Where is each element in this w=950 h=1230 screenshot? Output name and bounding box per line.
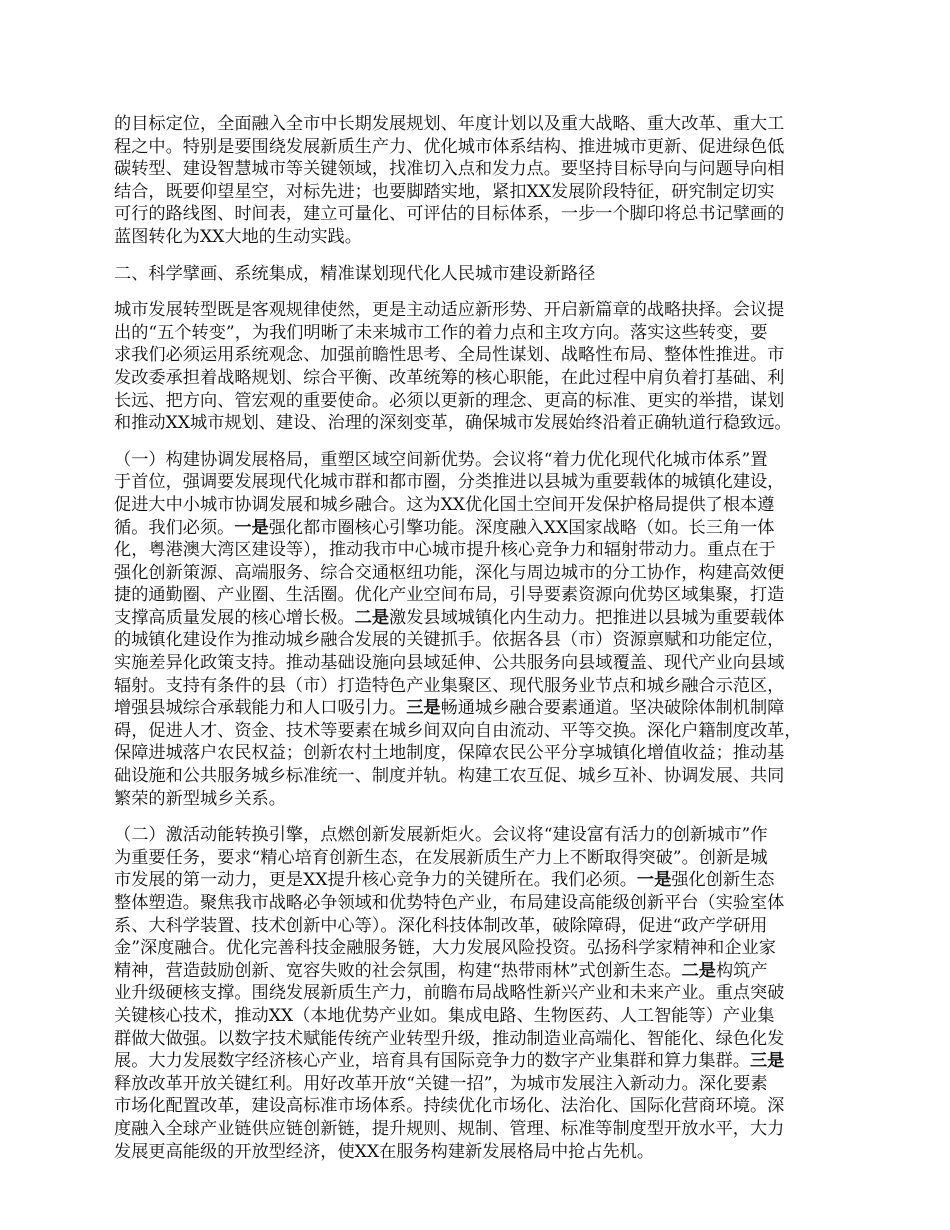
emphasis-label: 三是 <box>406 698 441 719</box>
text-line: 发改委承担着战略规划、综合平衡、改革统筹的核心职能，在此过程中肩负着打基础、利 <box>114 367 785 388</box>
text-line: 整体塑造。聚焦我市战略必争领域和优势特色产业，布局建设高能级创新平台（实验室体 <box>114 893 785 913</box>
emphasis-label: 二是 <box>354 607 390 628</box>
text-line: 精神，营造鼓励创新、宽容失败的社会氛围，构建“热带雨林”式创新生态。二是构筑产 <box>114 960 768 981</box>
text-line: 的城镇化建设作为推动城乡融合发展的关键抓手。依据各县（市）资源禀赋和功能定位， <box>114 630 785 651</box>
text-line: 强化创新策源、高端服务、综合交通枢纽功能，深化与周边城市的分工协作，构建高效便 <box>114 562 785 583</box>
text-line: 和推动XX城市规划、建设、治理的深刻变革，确保城市发展始终沿着正确轨道行稳致远。 <box>114 413 792 434</box>
emphasis-label: 一是 <box>234 517 269 538</box>
text-line: 市发展的第一动力，更是XX提升核心竞争力的关键所在。我们必须。一是强化创新生态 <box>114 870 775 891</box>
text-line: 求我们必须运用系统观念、加强前瞻性思考、全局性谋划、战略性布局、整体性推进。市 <box>114 345 785 366</box>
text-line: 释放改革开放关键红利。用好改革开放“关键一招”，为城市发展注入新动力。深化要素 <box>114 1073 768 1094</box>
document-page <box>114 113 844 1177</box>
emphasis-label: 一是 <box>636 870 672 891</box>
body-paragraph <box>114 299 844 435</box>
text-line: 关键核心技术，推动XX（本地优势产业如。集成电路、生物医药、人工智能等）产业集 <box>114 1005 775 1026</box>
body-paragraph <box>114 824 844 1163</box>
text-line: 发展更高能级的开放型经济，使XX在服务构建新发展格局中抢占先机。 <box>114 1141 655 1162</box>
text-line: 增强县城综合承载能力和人口吸引力。三是畅通城乡融合要素通道。坚决破除体制机制障 <box>114 698 785 719</box>
text-line: 系、大科学装置、技术创新中心等）。深化科技体制改革，破除障碍，促进“政产学研用 <box>114 915 768 936</box>
text-line: 的目标定位，全面融入全市中长期发展规划、年度计划以及重大战略、重大改革、重大工 <box>114 114 785 134</box>
text-line: 群做大做强。以数字技术赋能传统产业转型升级，推动制造业高端化、智能化、绿色化发 <box>114 1028 785 1049</box>
text-line: 为重要任务，要求“精心培育创新生态，在发展新质生产力上不断取得突破”。创新是城 <box>114 847 768 868</box>
text-line: 业升级硬核支撑。围绕发展新质生产力，前瞻布局战略性新兴产业和未来产业。重点突破 <box>114 983 785 1004</box>
text-line: 循。我们必须。一是强化都市圈核心引擎功能。深度融入XX国家战略（如。长三角一体 <box>114 517 775 538</box>
text-line: 程之中。特别是要围绕发展新质生产力、优化城市体系结构、推进城市更新、促进绿色低 <box>114 136 785 157</box>
text-line: 结合，既要仰望星空，对标先进；也要脚踏实地，紧扣XX发展阶段特征，研究制定切实 <box>114 181 775 202</box>
section-heading: 二、科学擘画、系统集成，精准谋划现代化人民城市建设新路径 <box>114 263 596 284</box>
text-line: 蓝图转化为XX大地的生动实践。 <box>114 226 362 247</box>
text-line: （二）激活动能转换引擎，点燃创新发展新炬火。会议将“建设富有活力的创新城市”作 <box>114 825 768 846</box>
text-line: 展。大力发展数字经济核心产业，培育具有国际竞争力的数字产业集群和算力集群。三是 <box>114 1051 785 1072</box>
text-line: 碍，促进人才、资金、技术等要素在城乡间双向自由流动、平等交换。深化户籍制度改革， <box>114 720 802 741</box>
text-line: 实施差异化政策支持。推动基础设施向县域延伸、公共服务向县域覆盖、现代产业向县域 <box>114 653 785 674</box>
text-line: 化，粤港澳大湾区建设等），推动我市中心城市提升核心竞争力和辐射带动力。重点在于 <box>114 540 776 561</box>
text-line: 保障进城落户农民权益；创新农村土地制度，保障农民公平分享城镇化增值收益；推动基 <box>114 743 785 764</box>
text-line: 金”深度融合。优化完善科技金融服务链，大力发展风险投资。弘扬科学家精神和企业家 <box>114 938 776 959</box>
text-line: 出的“五个转变”，为我们明晰了未来城市工作的着力点和主攻方向。落实这些转变，要 <box>114 322 768 343</box>
text-line: 支撑高质量发展的核心增长极。二是激发县域城镇化内生动力。把推进以县城为重要载体 <box>114 607 785 628</box>
text-line: 市场化配置改革，建设高标准市场体系。持续优化市场化、法治化、国际化营商环境。深 <box>114 1096 785 1117</box>
text-line: 捷的通勤圈、产业圈、生活圈。优化产业空间布局，引导要素资源向优势区域集聚，打造 <box>114 585 785 606</box>
text-line: 城市发展转型既是客观规律使然，更是主动适应新形势、开启新篇章的战略抉择。会议提 <box>114 300 785 321</box>
text-line: 繁荣的新型城乡关系。 <box>114 788 286 809</box>
text-line: 于首位，强调要发展现代化城市群和都市圈，分类推进以县城为重要载体的城镇化建设， <box>114 472 785 493</box>
body-paragraph <box>114 113 844 249</box>
text-line: 可行的路线图、时间表，建立可量化、可评估的目标体系，一步一个脚印将总书记擘画的 <box>114 204 785 225</box>
text-line: 辐射。支持有条件的县（市）打造特色产业集聚区、现代服务业节点和城乡融合示范区， <box>114 675 785 696</box>
text-line: 碳转型、建设智慧城市等关键领域，找准切入点和发力点。要坚持目标导向与问题导向相 <box>114 159 785 180</box>
emphasis-label: 三是 <box>749 1051 785 1072</box>
emphasis-label: 二是 <box>681 960 716 981</box>
text-line: 促进大中小城市协调发展和城乡融合。这为XX优化国土空间开发保护格局提供了根本遵 <box>114 494 775 515</box>
body-paragraph <box>114 449 844 811</box>
text-line: 长远、把方向、管宏观的重要使命。必须以更新的理念、更高的标准、更实的举措，谋划 <box>114 390 785 411</box>
text-line: 度融入全球产业链供应链创新链，提升规则、规制、管理、标准等制度型开放水平，大力 <box>114 1118 785 1139</box>
text-line: 础设施和公共服务城乡标准统一、制度并轨。构建工农互促、城乡互补、协调发展、共同 <box>114 766 785 787</box>
text-line: （一）构建协调发展格局，重塑区域空间新优势。会议将“着力优化现代化城市体系”置 <box>114 449 768 470</box>
